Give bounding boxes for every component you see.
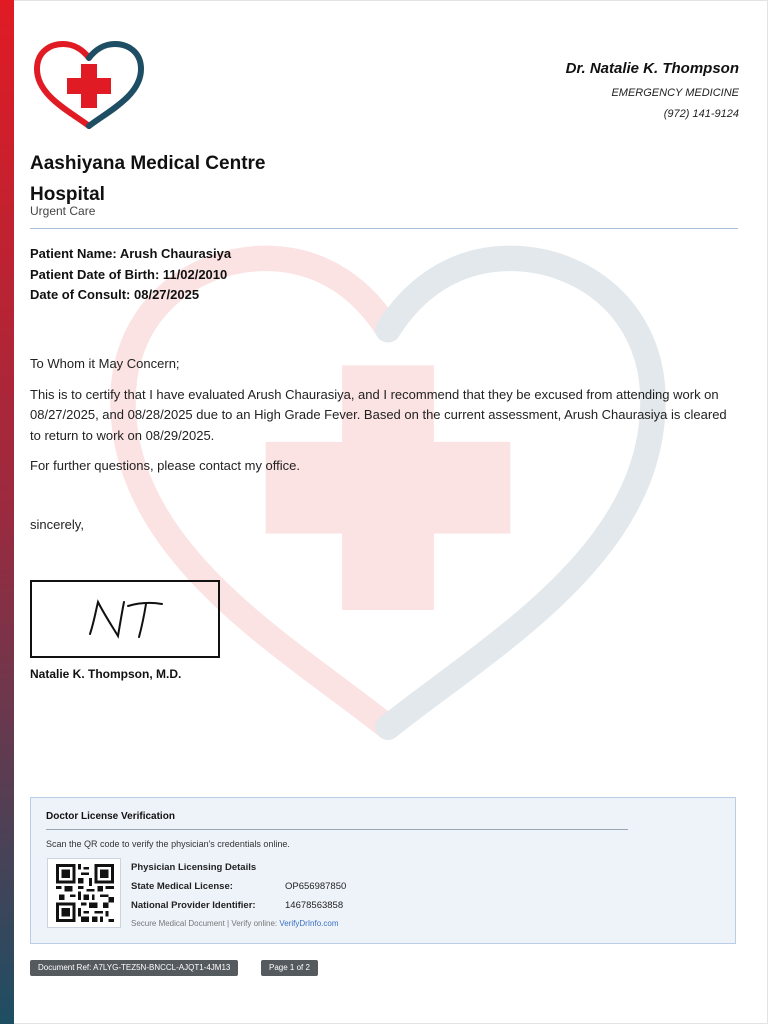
patient-dob: Patient Date of Birth: 11/02/2010 bbox=[30, 266, 228, 282]
licensing-details-title: Physician Licensing Details bbox=[131, 862, 257, 873]
clinic-type: Urgent Care bbox=[30, 204, 96, 218]
qr-code[interactable] bbox=[47, 858, 121, 928]
verify-link[interactable]: VerifyDrInfo.com bbox=[279, 919, 339, 928]
signature-box bbox=[30, 580, 220, 658]
doctor-header bbox=[566, 60, 739, 120]
heart-cross-logo bbox=[28, 40, 150, 134]
letter-paragraph: This is to certify that I have evaluated Arush Chaurasiya, and I recommend that they be excused from attending work on 08/27/2025, and 08/28/2025 due to an High Grade Fever. Based on the current assessment, Arush Chaurasiya is cleared to return to work on 08/29/2025. bbox=[30, 386, 727, 443]
clinic-name: Aashiyana Medical Centre Hospital bbox=[30, 153, 266, 205]
side-accent-stripe bbox=[0, 0, 14, 1024]
doctor-phone: (972) 141-9124 bbox=[663, 108, 739, 120]
signer-name: Natalie K. Thompson, M.D. bbox=[30, 667, 182, 681]
verification-title: Doctor License Verification bbox=[46, 811, 175, 822]
state-license-value: OP656987850 bbox=[285, 881, 347, 892]
verification-divider bbox=[46, 829, 628, 830]
patient-name: Patient Name: Arush Chaurasiya bbox=[30, 246, 232, 261]
npi-label: National Provider Identifier: bbox=[131, 900, 256, 911]
letter-body bbox=[30, 354, 736, 535]
doctor-specialty: EMERGENCY MEDICINE bbox=[611, 87, 739, 99]
document-ref-badge: Document Ref: A7LYG-TEZ5N-BNCCL-AJQT1-4JM13 bbox=[30, 960, 238, 976]
state-license-label: State Medical License: bbox=[131, 881, 233, 892]
signature-initials bbox=[80, 592, 170, 646]
page-indicator: Page 1 of 2 bbox=[261, 960, 318, 976]
npi-value: 14678563858 bbox=[285, 900, 344, 911]
header-divider bbox=[30, 228, 738, 229]
consult-date: Date of Consult: 08/27/2025 bbox=[30, 287, 200, 302]
letter-closing: sincerely, bbox=[30, 516, 84, 532]
verification-scan-text: Scan the QR code to verify the physician's credentials online. bbox=[46, 839, 290, 849]
letter-contact-note: For further questions, please contact my office. bbox=[30, 458, 301, 473]
doctor-name: Dr. Natalie K. Thompson bbox=[565, 60, 739, 77]
patient-info bbox=[30, 244, 231, 306]
secure-document-text: Secure Medical Document | Verify online: bbox=[131, 919, 280, 928]
license-verification-panel bbox=[30, 797, 736, 944]
secure-document-note bbox=[131, 919, 339, 928]
letter-greeting: To Whom it May Concern; bbox=[30, 356, 180, 371]
qr-code-icon bbox=[56, 864, 114, 922]
